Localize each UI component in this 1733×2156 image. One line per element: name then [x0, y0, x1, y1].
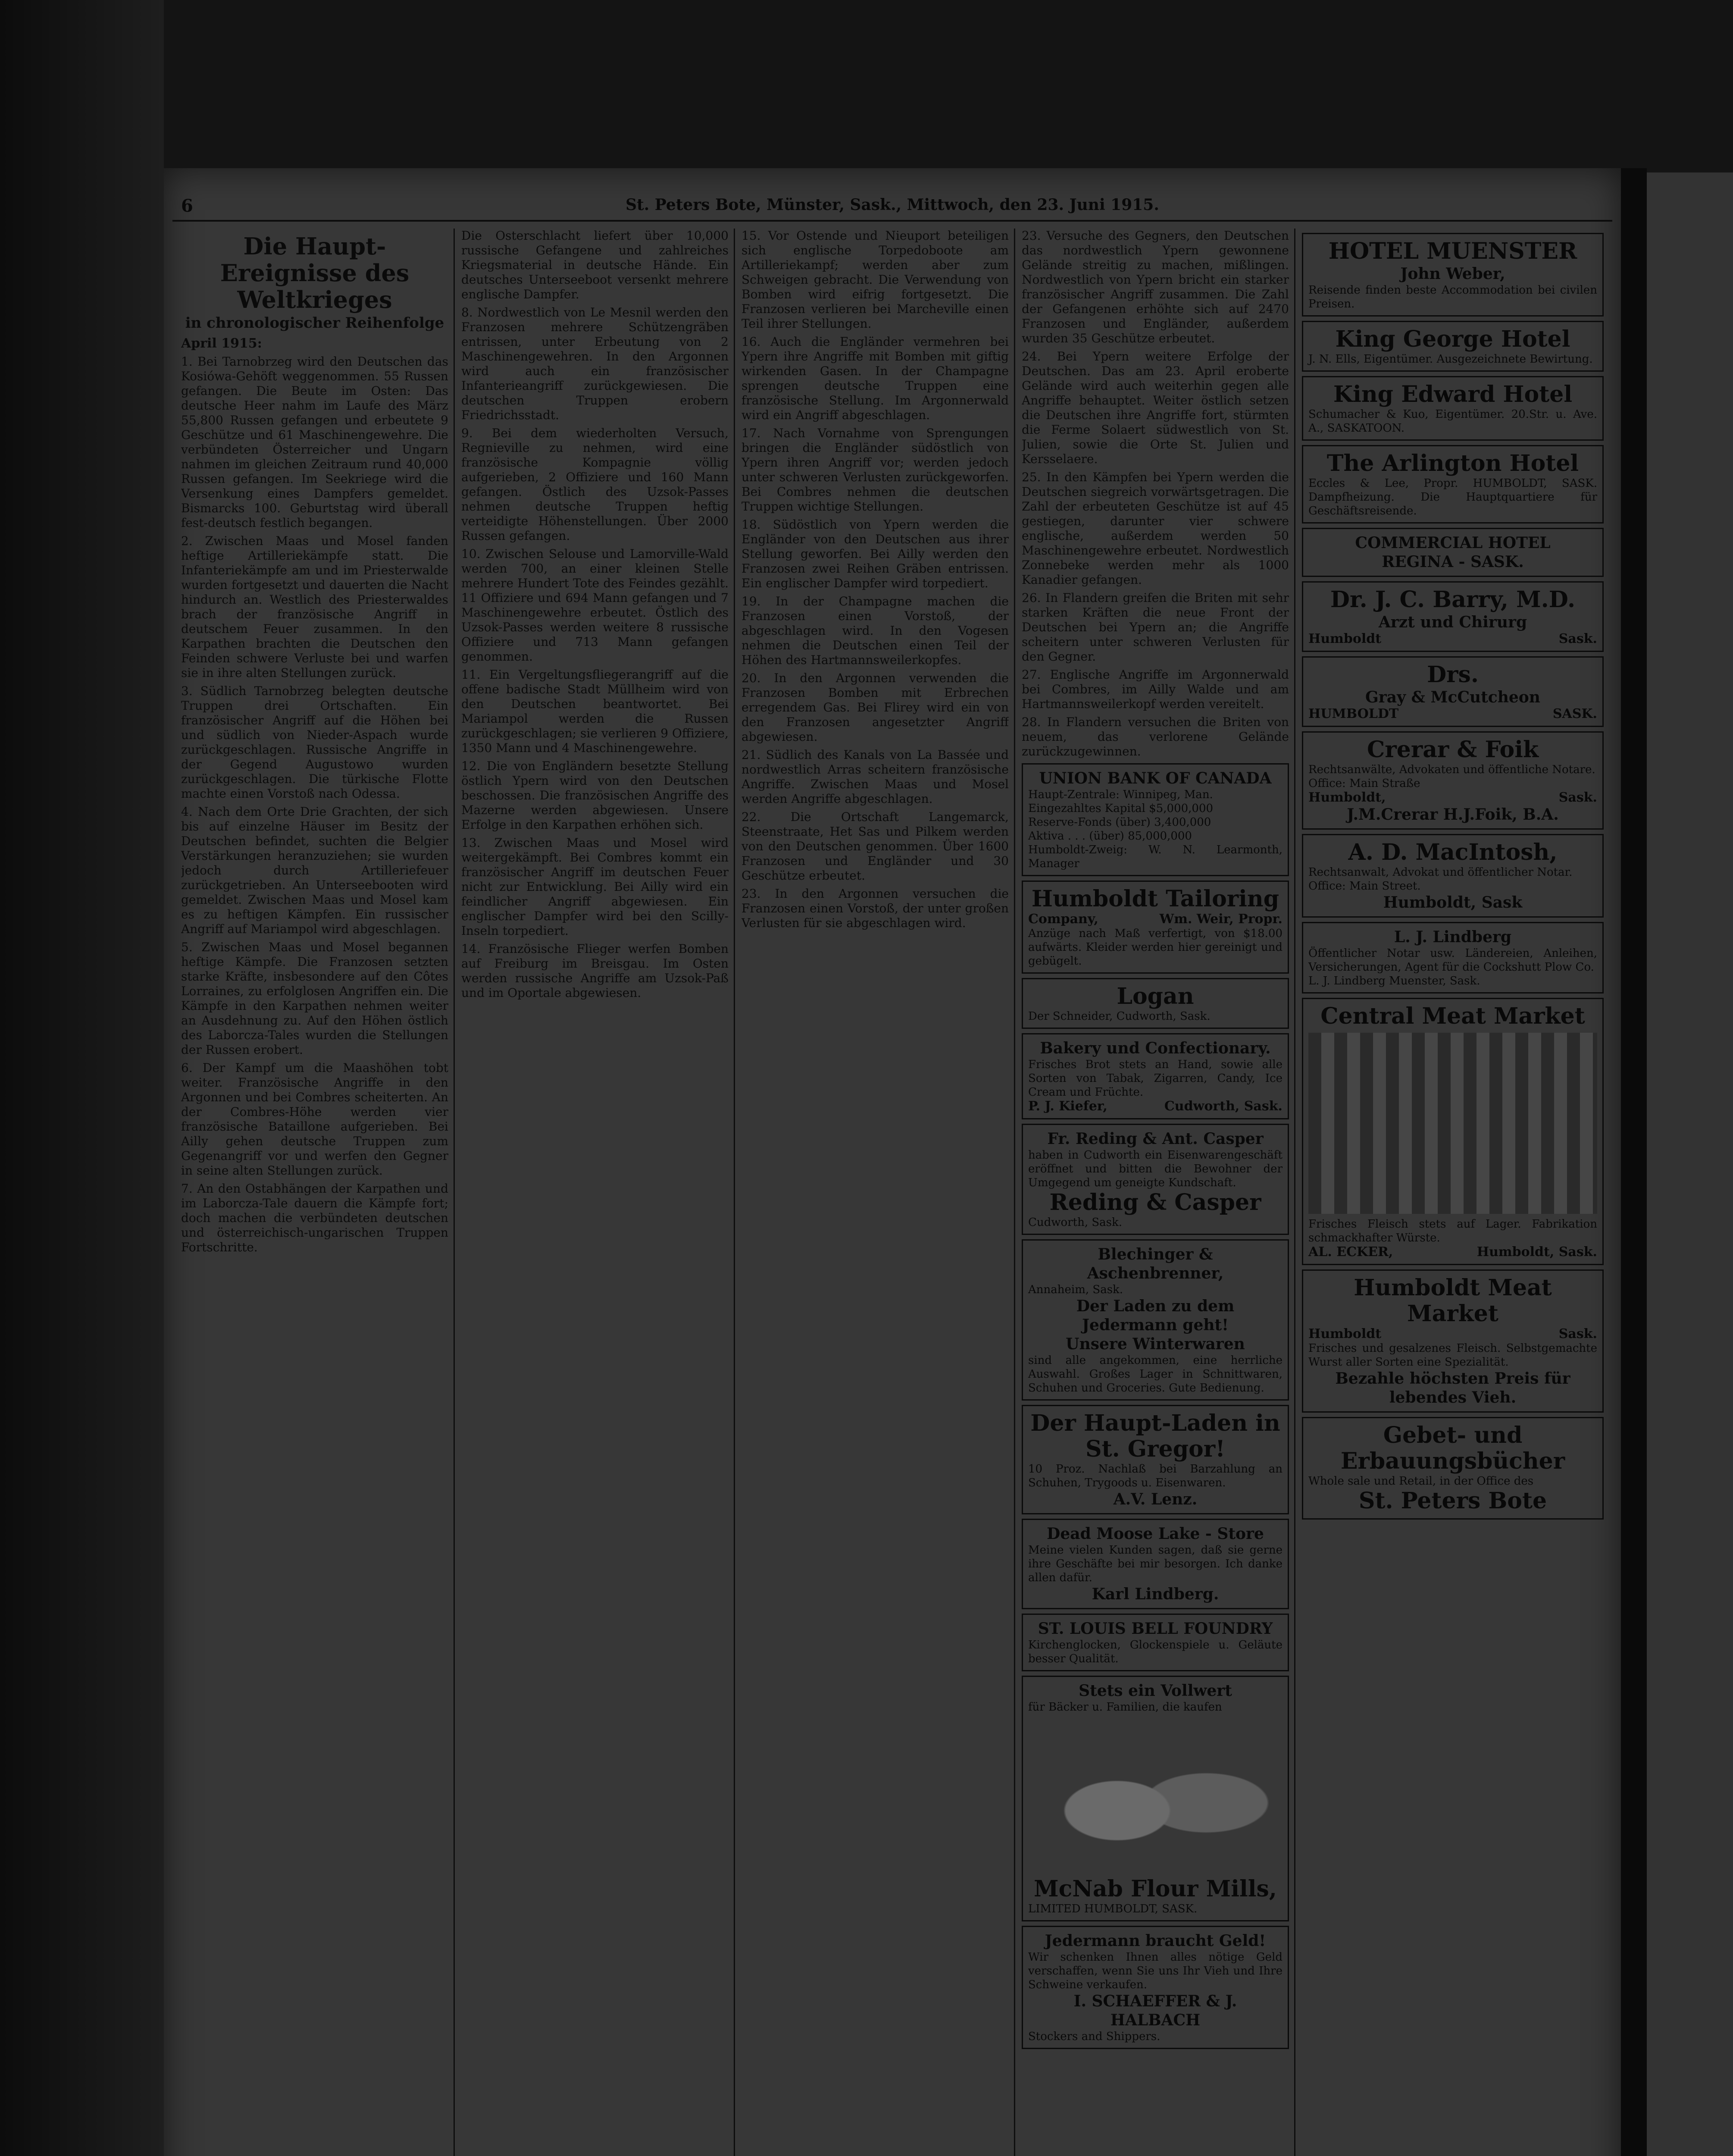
- ad-text: Kirchenglocken, Glockenspiele u. Geläute besser Qualität.: [1028, 1639, 1283, 1665]
- paragraph: 11. Ein Vergeltungsfliegerangriff auf die offene badische Stadt Müllheim wird von den Deutschen beantwortet. Bei Mariampol werden die Russen zurückgeschlagen; sie verlieren 9 Offiziere, 1350 Mann und 4 Maschinengewehre.: [461, 667, 729, 755]
- flour-sacks-illustration: [1028, 1717, 1283, 1873]
- ad-title: Crerar & Foik: [1367, 736, 1539, 763]
- ad-title: Reding & Casper: [1049, 1189, 1261, 1216]
- ad-union-bank: [1022, 763, 1289, 876]
- paragraph: 23. In den Argonnen versuchen die Franzosen einen Vorstoß, der unter großen Verlusten für sie abgeschlagen wird.: [741, 887, 1009, 930]
- ad-title: Stets ein Vollwert: [1079, 1682, 1232, 1700]
- ad-text: Schumacher & Kuo, Eigentümer. 20.Str. u. Ave. A., SASKATOON.: [1308, 408, 1597, 435]
- page-number: 6: [181, 196, 193, 216]
- article-subtitle: in chronologischer Reihenfolge: [185, 314, 444, 332]
- ad-title: HOTEL MUENSTER: [1328, 238, 1577, 264]
- ad-text: 10 Proz. Nachlaß bei Barzahlung an Schuhen, Trygoods u. Eisenwaren.: [1028, 1463, 1283, 1489]
- ad-bell-foundry: [1022, 1614, 1289, 1671]
- ad-line: Aktiva . . . (über) 85,000,000: [1028, 830, 1192, 843]
- ad-text: Humboldt: [1308, 631, 1382, 646]
- ad-text: J.M.Crerar H.J.Foik, B.A.: [1347, 805, 1559, 824]
- paragraph: 6. Der Kampf um die Maashöhen tobt weiter. Französische Angriffe in den Argonnen und bei Combres scheiterten. An der Combres-Höhe werden vier französische Bataillone aufgerieben. Bei Ailly gehen deutsche Truppen zum Gegenangriff vor und werfen den Gegner in seine alten Stellungen zurück.: [181, 1061, 448, 1178]
- paragraph: 22. Die Ortschaft Langemarck, Steenstraate, Het Sas und Pilkem werden von den Deutschen genommen. Über 1600 Franzosen und Engländer und 30 Geschütze erbeutet.: [741, 810, 1009, 883]
- ad-text: Anzüge nach Maß verfertigt, von $18.00 aufwärts. Kleider werden hier gereinigt und gebügelt.: [1028, 927, 1283, 968]
- ad-commercial-hotel: [1302, 528, 1604, 577]
- column-4: [1022, 229, 1289, 2156]
- ad-text: Eccles & Lee, Propr. HUMBOLDT, SASK. Dampfheizung. Die Hauptquartiere für Geschäftsreisende.: [1308, 477, 1597, 517]
- ad-lindberg: [1302, 922, 1604, 993]
- ad-text: Karl Lindberg.: [1092, 1585, 1219, 1603]
- paragraph: 26. In Flandern greifen die Briten mit sehr starken Kräften die neue Front der Deutschen bei Ypern an; die Angriffe scheitern unter schweren Verlusten für den Gegner.: [1022, 591, 1289, 664]
- ad-central-meat-market: [1302, 998, 1604, 1265]
- ad-gebetbuecher: [1302, 1417, 1604, 1520]
- date-label: April 1915:: [181, 336, 262, 351]
- ad-text: Humboldt: [1308, 1326, 1382, 1341]
- column-3: [741, 229, 1009, 2156]
- ad-text: Der Schneider, Cudworth, Sask.: [1028, 1010, 1211, 1023]
- ad-text: HUMBOLDT: [1308, 706, 1399, 721]
- ad-text: Sask.: [1558, 631, 1597, 646]
- ad-title: Bakery und Confectionary.: [1040, 1039, 1271, 1057]
- ad-text: A.V. Lenz.: [1113, 1490, 1198, 1508]
- ad-reding-casper: [1022, 1124, 1289, 1235]
- paragraph: 27. Englische Angriffe im Argonnerwald bei Combres, im Ailly Walde und am Hartmannsweilerkopf werden vereitelt.: [1022, 667, 1289, 711]
- ad-title: St. Peters Bote: [1358, 1488, 1547, 1514]
- ad-title: Logan: [1117, 983, 1194, 1009]
- ad-title: Unsere Winterwaren: [1066, 1335, 1245, 1353]
- ad-logan: [1022, 978, 1289, 1029]
- page-header: [172, 190, 1612, 222]
- ad-bakery: [1022, 1033, 1289, 1119]
- ad-text: Sask.: [1558, 1326, 1597, 1341]
- ad-text: haben in Cudworth ein Eisenwarengeschäft eröffnet und bitten die Bewohner der Umgegend um geneigte Kundschaft.: [1028, 1149, 1283, 1189]
- ad-text: Humboldt, Sask: [1383, 893, 1523, 912]
- ad-text: P. J. Kiefer,: [1028, 1099, 1107, 1114]
- paragraph: 5. Zwischen Maas und Mosel begannen heftige Kämpfe. Die Franzosen setzten starke Kräfte, insbesondere auf den Côtes Lorraines, zu erfolglosen Angriffen ein. Die Kämpfe in den Karpathen nehmen weiter an Ausdehnung zu. Auf den Höhen östlich des Laborcza-Tales wurden die Stellungen der Russen erobert.: [181, 940, 448, 1057]
- paragraph: 8. Nordwestlich von Le Mesnil werden den Franzosen mehrere Schützengräben entrissen, unter Erbeutung von 2 Maschinengewehren. In den Argonnen wird auch ein französischer Infanterieangriff zurückgewiesen. Die deutschen Truppen erobern Friedrichsstadt.: [461, 305, 729, 422]
- paragraph: 1. Bei Tarnobrzeg wird den Deutschen das Kosiówa-Gehöft weggenommen. 55 Russen gefangen. Die Beute im Osten: Das deutsche Heer nahm im Laufe des März 55,800 Russen gefangen und erbeutete 9 Geschütze und 61 Maschinengewehre. Die verbündeten Österreicher und Ungarn nahmen im gleichen Zeitraum rund 40,000 Russen gefangen. Im Seekriege wird die Versenkung eines Dampfers gemeldet. Bismarcks 100. Geburtstag wird überall fest-deutsch festlich begangen.: [181, 354, 448, 530]
- ad-text: AL. ECKER,: [1308, 1244, 1393, 1260]
- column-1: [181, 229, 448, 2156]
- ad-title: Fr. Reding & Ant. Casper: [1047, 1130, 1264, 1148]
- ad-text: Bezahle höchsten Preis für lebendes Vieh.: [1335, 1369, 1570, 1407]
- ad-text: Office: Main Straße: [1308, 777, 1420, 790]
- paragraph: 20. In den Argonnen verwenden die Franzosen Bomben mit Erbrechen erregendem Gas. Bei Flirey wird ein von den Franzosen angesetzter Angriff abgewiesen.: [741, 671, 1009, 744]
- ad-title: COMMERCIAL HOTEL: [1355, 534, 1551, 552]
- ad-title: Central Meat Market: [1320, 1003, 1585, 1029]
- ad-text: Office: Main Street.: [1308, 880, 1421, 893]
- ad-text: Humboldt, Sask.: [1476, 1244, 1597, 1260]
- column-rule: [734, 229, 735, 2156]
- paragraph: 4. Nach dem Orte Drie Grachten, der sich bis auf einzelne Häuser im Besitz der Deutschen befindet, suchten die Belgier Verstärkungen heranzuziehen; sie wurden jedoch durch Artilleriefeuer zurückgetrieben. An Unterseebooten wird gemeldet. Zwischen Maas und Mosel kam es zu heftigen Kämpfen. Ein russischer Angriff auf Mariampol wird abgeschlagen.: [181, 805, 448, 936]
- ad-title: Humboldt Tailoring: [1031, 886, 1279, 912]
- ad-hotel-muenster: [1302, 233, 1604, 317]
- ad-king-edward: [1302, 376, 1604, 441]
- ad-text: Frisches Fleisch stets auf Lager. Fabrikation schmackhafter Würste.: [1308, 1218, 1597, 1244]
- article-title: Die Haupt-Ereignisse des Weltkrieges: [220, 232, 410, 313]
- ad-title: Drs.: [1427, 661, 1479, 688]
- ad-dr-barry: [1302, 581, 1604, 652]
- paragraph: 21. Südlich des Kanals von La Bassée und nordwestlich Arras scheitern französische Angriffe. Zwischen Maas und Mosel werden Angriffe abgeschlagen.: [741, 748, 1009, 806]
- scan-margin: [0, 0, 164, 2156]
- ad-text: Sask.: [1558, 790, 1597, 805]
- ad-text: Der Laden zu dem Jedermann geht!: [1076, 1297, 1235, 1334]
- paragraph: 19. In der Champagne machen die Franzosen einen Vorstoß, der abgeschlagen wird. In den Vogesen nehmen die Deutschen einen Teil der Höhen des Hartmannsweilerkopfes.: [741, 594, 1009, 667]
- ad-text: Meine vielen Kunden sagen, daß sie gerne ihre Geschäfte bei mir besorgen. Ich danke allen dafür.: [1028, 1544, 1283, 1584]
- ad-text: Rechtsanwälte, Advokaten und öffentliche Notare.: [1308, 763, 1595, 776]
- ad-text: J. N. Ells, Eigentümer. Ausgezeichnete Bewirtung.: [1308, 353, 1593, 366]
- ad-text: Annaheim, Sask.: [1028, 1283, 1123, 1296]
- ad-mcnab-flour: [1022, 1676, 1289, 1921]
- ad-line: Eingezahltes Kapital $5,000,000: [1028, 802, 1214, 815]
- ad-title: ST. LOUIS BELL FOUNDRY: [1038, 1620, 1273, 1638]
- ad-text: Whole sale und Retail, in der Office des: [1308, 1475, 1534, 1488]
- ad-text: Frisches Brot stets an Hand, sowie alle Sorten von Tabak, Zigarren, Candy, Ice Cream und Früchte.: [1028, 1058, 1283, 1099]
- paragraph: 2. Zwischen Maas und Mosel fanden heftige Artilleriekämpfe statt. Die Infanteriekämpfe am und im Priesterwalde wurden fortgesetzt und dauerten die Nacht hindurch an. Westlich des Priesterwaldes brach der französische Angriff in deutschem Feuer zusammen. In den Karpathen brachten die Deutschen den Feinden schwere Verluste bei und warfen sie in ihre alten Stellungen zurück.: [181, 534, 448, 680]
- ad-title: Jedermann braucht Geld!: [1045, 1932, 1266, 1950]
- ad-humboldt-meat-market: [1302, 1269, 1604, 1413]
- butcher-shop-illustration: [1308, 1033, 1597, 1214]
- paragraph: 23. Versuche des Gegners, den Deutschen das nordwestlich Ypern gewonnene Gelände streitig zu machen, mißlingen. Nordwestlich von Ypern bricht ein starker französischer Angriff zusammen. Die Zahl der Gefangenen erhöhte sich auf 2470 Franzosen und Engländer, außerdem wurden 35 Geschütze erbeutet.: [1022, 229, 1289, 345]
- ad-title: Dr. J. C. Barry, M.D.: [1330, 586, 1576, 613]
- paragraph: 18. Südöstlich von Ypern werden die Engländer von den Deutschen aus ihrer Stellung geworfen. Bei Ailly werden den Franzosen zwei Reihen Gräben entrissen. Ein englischer Dampfer wird torpediert.: [741, 517, 1009, 590]
- column-rule: [454, 229, 455, 2156]
- ad-macintosh: [1302, 834, 1604, 918]
- paragraph: 17. Nach Vornahme von Sprengungen bringen die Engländer südöstlich von Ypern ihren Angriff vor; werden jedoch unter schweren Verlusten zurückgeworfen. Bei Combres nehmen die deutschen Truppen wichtige Stellungen.: [741, 426, 1009, 514]
- paragraph: 14. Französische Flieger werfen Bomben auf Freiburg im Breisgau. Im Osten werden russische Angriffe am Uzsok-Paß und im Oportale abgewiesen.: [461, 942, 729, 1000]
- paragraph: 10. Zwischen Selouse und Lamorville-Wald werden 700, an einer kleinen Stelle mehrere Hundert Tote des Feindes gezählt. 11 Offiziere und 694 Mann gefangen und 7 Maschinengewehre erbeutet. Östlich des Uzsok-Passes werden weitere 8 russische Offiziere und 713 Mann gefangen genommen.: [461, 547, 729, 664]
- ad-title: Humboldt Meat Market: [1354, 1275, 1552, 1327]
- ad-gray-mccutcheon: [1302, 656, 1604, 727]
- paragraph: 25. In den Kämpfen bei Ypern werden die Deutschen siegreich vorwärtsgetragen. Die Zahl der erbeuteten Geschütze ist auf 45 gestiegen, darunter vier schwere englische, außerdem werden 50 Maschinengewehre erbeutet. Nordwestlich Zonnebeke werden mehr als 1000 Kanadier gefangen.: [1022, 470, 1289, 587]
- ad-text: Öffentlicher Notar usw. Ländereien, Anleihen, Versicherungen, Agent für die Cockshutt Plow Co.: [1308, 947, 1597, 974]
- ad-title: Gray & McCutcheon: [1365, 688, 1540, 706]
- ad-title: The Arlington Hotel: [1326, 450, 1579, 476]
- ad-text: I. SCHAEFFER & J. HALBACH: [1073, 1992, 1237, 2029]
- ad-text: Arzt und Chirurg: [1378, 613, 1527, 631]
- paragraph: 24. Bei Ypern weitere Erfolge der Deutschen. Das am 23. April eroberte Gelände wird auch weiterhin gegen alle Angriffe behauptet. Weiter östlich setzen die Deutschen ihre Angriffe fort, stürmten die Ferme Solaert südwestlich von St. Julien, sowie die Orte St. Julien und Kersselaere.: [1022, 349, 1289, 466]
- ad-line: Humboldt-Zweig: W. N. Learmonth, Manager: [1028, 843, 1283, 870]
- ad-text: sind alle angekommen, eine herrliche Auswahl. Großes Lager in Schnittwaren, Schuhen und Groceries. Gute Bedienung.: [1028, 1354, 1283, 1395]
- ad-dead-moose-lake: [1022, 1519, 1289, 1609]
- ad-line: Reserve-Fonds (über) 3,400,000: [1028, 816, 1211, 829]
- ad-title: Gebet- und Erbauungsbücher: [1340, 1422, 1565, 1474]
- ad-title: Dead Moose Lake - Store: [1047, 1525, 1264, 1543]
- ad-text: Humboldt,: [1308, 790, 1386, 805]
- ad-text: Stockers and Shippers.: [1028, 2030, 1161, 2043]
- ad-text: Rechtsanwalt, Advokat und öffentlicher Notar.: [1308, 866, 1573, 879]
- column-rule: [1014, 229, 1015, 2156]
- paragraph: 9. Bei dem wiederholten Versuch, Regnieville zu nehmen, wird eine französische Kompagnie völlig aufgerieben, 2 Offiziere und 160 Mann gefangen. Östlich des Uzsok-Passes nehmen deutsche Truppen heftig verteidigte Höhenstellungen. Über 2000 Russen gefangen.: [461, 426, 729, 543]
- paragraph: Die Osterschlacht liefert über 10,000 russische Gefangene und zahlreiches Kriegsmaterial in deutsche Hände. Ein deutsches Unterseeboot versenkt mehrere englische Dampfer.: [461, 229, 729, 301]
- ad-humboldt-tailoring: [1022, 881, 1289, 974]
- ad-title: McNab Flour Mills,: [1034, 1876, 1277, 1902]
- ad-text: John Weber,: [1400, 265, 1505, 283]
- ad-text: Cudworth, Sask.: [1028, 1216, 1123, 1229]
- column-5-ads: [1302, 229, 1604, 2156]
- ad-arlington: [1302, 445, 1604, 523]
- ad-hauptladen: [1022, 1405, 1289, 1514]
- ad-text: L. J. Lindberg Muenster, Sask.: [1308, 975, 1480, 987]
- ad-crerar-foik: [1302, 731, 1604, 830]
- ad-line: Haupt-Zentrale: Winnipeg, Man.: [1028, 788, 1213, 801]
- ad-schaeffer-halbach: [1022, 1926, 1289, 2049]
- ad-title: UNION BANK OF CANADA: [1039, 769, 1272, 787]
- ad-text: Wm. Weir, Propr.: [1159, 912, 1283, 927]
- paragraph: 15. Vor Ostende und Nieuport beteiligen sich englische Torpedoboote am Artilleriekampf; werden aber zum Schweigen gebracht. Die Verwendung von Bomben wird eifrig fortgesetzt. Die Franzosen verlieren bei Marcheville einen Teil ihrer Stellungen.: [741, 229, 1009, 331]
- paragraph: 13. Zwischen Maas und Mosel wird weitergekämpft. Bei Combres kommt ein französischer Angriff im deutschen Feuer nicht zur Entwicklung. Bei Ailly wird ein feindlicher Angriff abgewiesen. Ein englischer Dampfer wird bei den Scilly-Inseln torpediert.: [461, 836, 729, 938]
- ad-text: Cudworth, Sask.: [1164, 1099, 1283, 1114]
- paragraph: 7. An den Ostabhängen der Karpathen und im Laborcza-Tale dauern die Kämpfe fort; doch machen die verbündeten deutschen und österreichisch-ungarischen Truppen Fortschritte.: [181, 1181, 448, 1254]
- column-rule: [1294, 229, 1295, 2156]
- masthead: St. Peters Bote, Münster, Sask., Mittwoch, den 23. Juni 1915.: [626, 196, 1159, 214]
- ad-king-george: [1302, 321, 1604, 372]
- page-gutter: [1621, 168, 1647, 2156]
- ad-text: REGINA - SASK.: [1382, 553, 1524, 571]
- ad-title: Der Haupt-Laden in St. Gregor!: [1030, 1410, 1280, 1462]
- ad-title: Blechinger & Aschenbrenner,: [1087, 1245, 1224, 1282]
- ad-text: LIMITED HUMBOLDT, SASK.: [1028, 1902, 1198, 1915]
- paragraph: 3. Südlich Tarnobrzeg belegten deutsche Truppen drei Ortschaften. Ein französischer Angriff auf die Höhen bei und südlich von Nieder-Aspach wurde zurückgeschlagen. Russische Angriffe in der Gegend Augustowo wurden zurückgeschlagen. Die türkische Flotte machte einen Vorstoß nach Odessa.: [181, 684, 448, 801]
- ad-title: L. J. Lindberg: [1394, 928, 1512, 946]
- ad-title: A. D. MacIntosh,: [1348, 839, 1558, 865]
- ad-text: Frisches und gesalzenes Fleisch. Selbstgemachte Wurst aller Sorten eine Spezialität.: [1308, 1342, 1597, 1369]
- paragraph: 12. Die von Engländern besetzte Stellung östlich Ypern wird von den Deutschen beschossen. Die französischen Angriffe des Mazerne werden abgewiesen. Unsere Erfolge in den Karpathen erhöhen sich.: [461, 759, 729, 832]
- ad-text: Company,: [1028, 912, 1098, 927]
- paragraph: 16. Auch die Engländer vermehren bei Ypern ihre Angriffe mit Bomben mit giftig wirkenden Gasen. In der Champagne sprengen deutsche Truppen eine französische Stellung. Im Argonnerwald wird ein Angriff abgeschlagen.: [741, 335, 1009, 422]
- column-2: [461, 229, 729, 2156]
- ad-text: SASK.: [1552, 706, 1597, 721]
- ad-title: King Edward Hotel: [1333, 381, 1573, 407]
- paragraph: 28. In Flandern versuchen die Briten von neuem, das verlorene Gelände zurückzugewinnen.: [1022, 715, 1289, 758]
- ad-blechinger: [1022, 1239, 1289, 1401]
- ad-text: Wir schenken Ihnen alles nötige Geld verschaffen, wenn Sie uns Ihr Vieh und Ihre Schweine verkaufen.: [1028, 1951, 1283, 1991]
- ad-text: Reisende finden beste Accommodation bei civilen Preisen.: [1308, 284, 1597, 310]
- ad-text: für Bäcker u. Familien, die kaufen: [1028, 1701, 1222, 1714]
- adjacent-page-strip: [1647, 172, 1733, 2156]
- ad-title: King George Hotel: [1335, 326, 1570, 352]
